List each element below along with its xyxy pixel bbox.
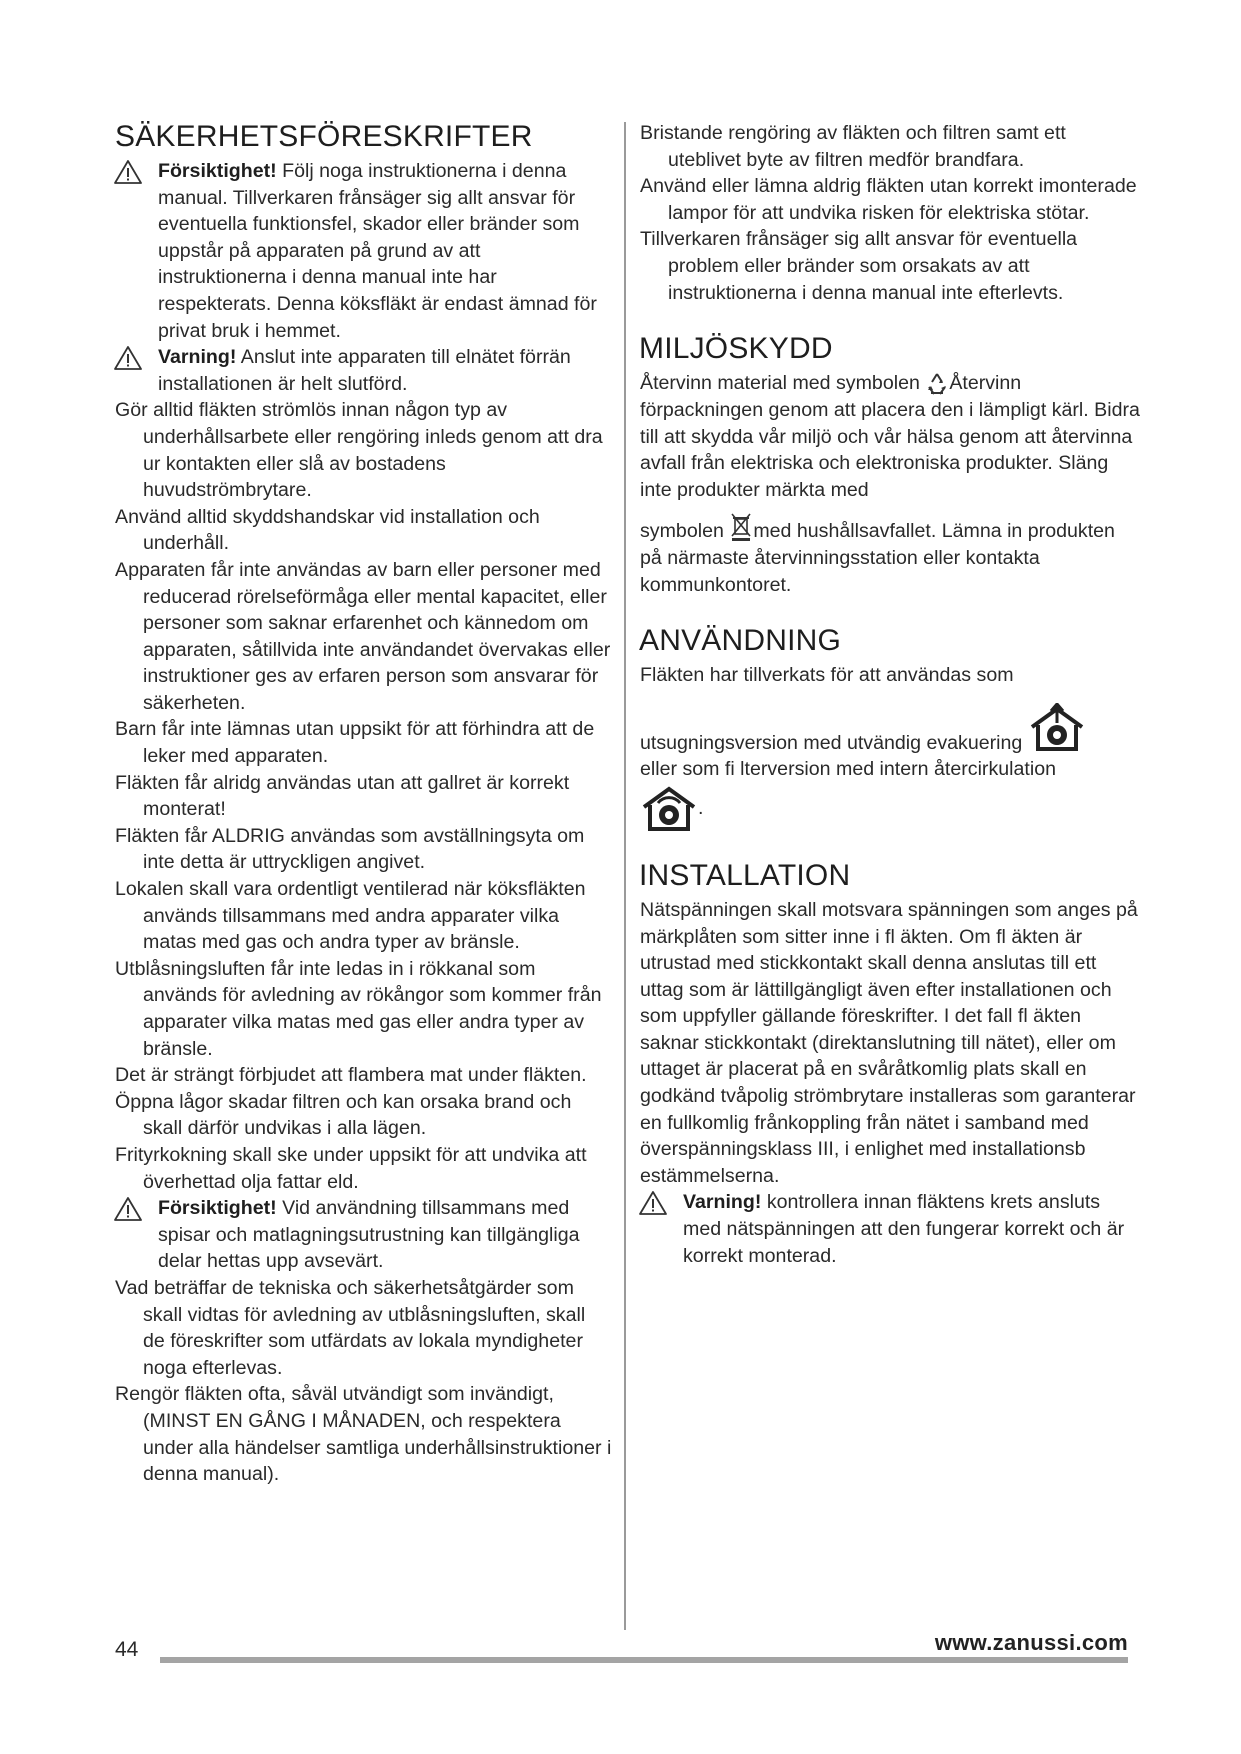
column-divider [624,122,626,1630]
safety-paragraph: Gör alltid fläkten strömlös innan någon typ av underhållsarbete eller rengöring inleds genom att dra ur kontakten eller slå av bostadens huvudströmbrytare. [115,399,603,502]
warning-triangle-icon [638,1190,668,1216]
safety-paragraph: Öppna lågor skadar filtren och kan orsaka brand och skall därför undvikas i alla lägen. [115,1090,572,1140]
safety-heading: SÄKERHETSFÖRESKRIFTER [115,120,533,153]
recycle-icon [925,371,949,397]
recirculation-mode-icon [640,785,698,833]
safety-paragraph: Apparaten får inte användas av barn eller personer med reducerad rörelseförmåga eller mental kapacitet, eller personer som saknar erfarenhet och kännedom om apparaten, såtillvida inte användandet övervakas eller instruktioner ges av erfaren person som ansvarar för säkerheten. [115,558,611,714]
usage-text: Fläkten har tillverkats för att användas som [640,664,1014,687]
warning-notice-2 [640,1189,1140,1269]
safety-paragraph: Frityrkokning skall ske under uppsikt för att undvika att överhettad olja fattar eld. [115,1143,587,1193]
crossed-bin-icon [729,511,753,543]
usage-text: utsugningsversion med utvändig evakuering [640,731,1028,754]
safety-paragraph: Barn får inte lämnas utan uppsikt för att förhindra att de leker med apparaten. [115,718,595,768]
environment-paragraph [640,370,1140,503]
warning-text: kontrollera innan fläktens krets ansluts med nätspänningen att den fungerar korrekt och är korrekt monterad. [683,1191,1125,1267]
safety-paragraph: Fläkten får alridg användas utan att gallret är korrekt monterat! [115,771,570,821]
safety-paragraph: Använd eller lämna aldrig fläkten utan korrekt imonterade lampor för att undvika risken för elektriska stötar. [640,175,1137,224]
warning-triangle-icon [113,345,143,371]
installation-text: Nätspänningen skall motsvara spänningen som anges på märkplåten som sitter inne i fl äkten. Om fl äkten är utrustad med stickkontakt skall denna anslutas till ett uttag som är lättillgängligt även efter installationen och som uppfyller gällande föreskrifter. I det fall fl äkten saknar stickkontakt (direktanslutning till nätet), eller om uttaget är placerat på en svåråtkomlig plats skall en godkänd tvåpolig strömbrytare installeras som garanterar en fullkomlig frånkoppling från nätet i samband med överspänningsklass III, i enlighet med installationsb estämmelserna. [640,898,1138,1187]
environment-text: symbolen [640,520,730,543]
installation-heading: INSTALLATION [639,858,851,892]
safety-paragraph: Fläkten får ALDRIG användas som avställningsyta om inte detta är uttryckligen angivet. [115,824,585,874]
left-column [115,120,612,1488]
caution-notice-1 [115,158,612,344]
warning-notice-1 [115,344,612,397]
safety-paragraph: Utblåsningsluften får inte ledas in i rökkanal som används för avledning av rökångor som kommer från apparater vilka matas med gas eller andra typer av bränsle. [115,957,602,1060]
safety-paragraph: Tillverkaren frånsäger sig allt ansvar för eventuella problem eller bränder som orsakats av att instruktionerna i denna manual inte efterlevts. [640,228,1078,304]
usage-heading: ANVÄNDNING [639,624,842,658]
warning-text: Anslut inte apparaten till elnätet förrän installationen är helt slutförd. [158,346,571,395]
extraction-mode-icon [1028,703,1086,753]
warning-label: Varning! [683,1191,762,1214]
environment-heading: MILJÖSKYDD [639,332,833,366]
safety-paragraph: Använd alltid skyddshandskar vid installation och underhåll. [115,505,540,555]
usage-paragraph [640,703,1140,757]
safety-paragraph: Vad beträffar de tekniska och säkerhetsåtgärder som skall vidtas för avledning av utblåsningsluften, skall de föreskrifter som utfärdats av lokala myndigheter noga efterlevas. [115,1276,586,1379]
website-link[interactable]: www.zanussi.com [934,1630,1128,1655]
environment-text: Återvinn material med symbolen [640,372,926,395]
caution-label: Försiktighet! [158,1197,277,1220]
environment-paragraph [640,511,1140,598]
safety-paragraph: Lokalen skall vara ordentligt ventilerad när köksfläkten används tillsammans med andra apparater vilka matas med gas och andra typer av bränsle. [115,878,586,954]
footer-rule [160,1657,1128,1663]
right-column [640,120,1140,1269]
usage-text: eller som fi lterversion med intern återcirkulation [640,758,1056,781]
usage-text: . [698,797,704,820]
warning-triangle-icon [113,1196,143,1222]
safety-paragraph: Det är strängt förbjudet att flambera mat under fläkten. [115,1064,587,1087]
usage-paragraph [640,785,1140,833]
environment-text: Återvinn förpackningen genom att placera den i lämpligt kärl. Bidra till att skydda vår miljö och vår hälsa genom att återvinna avfall från elektriska och elektroniska produkter. Släng inte produkter märkta med [640,372,1140,501]
caution-notice-2 [115,1195,612,1275]
caution-text: Följ noga instruktionerna i denna manual. Tillverkaren frånsäger sig allt ansvar för eventuella funktionsfel, skador eller bränder som uppstår på apparaten på grund av att instruktionerna i denna manual inte har respekterats. Denna köksfläkt är endast ämnad för privat bruk i hemmet. [158,160,597,342]
page-number: 44 [115,1638,139,1661]
warning-triangle-icon [113,159,143,185]
caution-label: Försiktighet! [158,160,277,182]
safety-paragraph: Rengör fläkten ofta, såväl utvändigt som invändigt, (MINST EN GÅNG I MÅNADEN, och respektera under alla händelser samtliga underhållsinstruktioner i denna manual). [115,1383,612,1486]
environment-text: med hushållsavfallet. Lämna in produkten på närmaste återvinningsstation eller kontakta kommunkontoret. [640,520,1115,596]
caution-text: Vid användning tillsammans med spisar och matlagningsutrustning kan tillgängliga delar hettas upp avsevärt. [158,1197,580,1273]
warning-label: Varning! [158,346,237,369]
safety-paragraph: Bristande rengöring av fläkten och filtren samt ett uteblivet byte av filtren medför brandfara. [640,122,1066,171]
